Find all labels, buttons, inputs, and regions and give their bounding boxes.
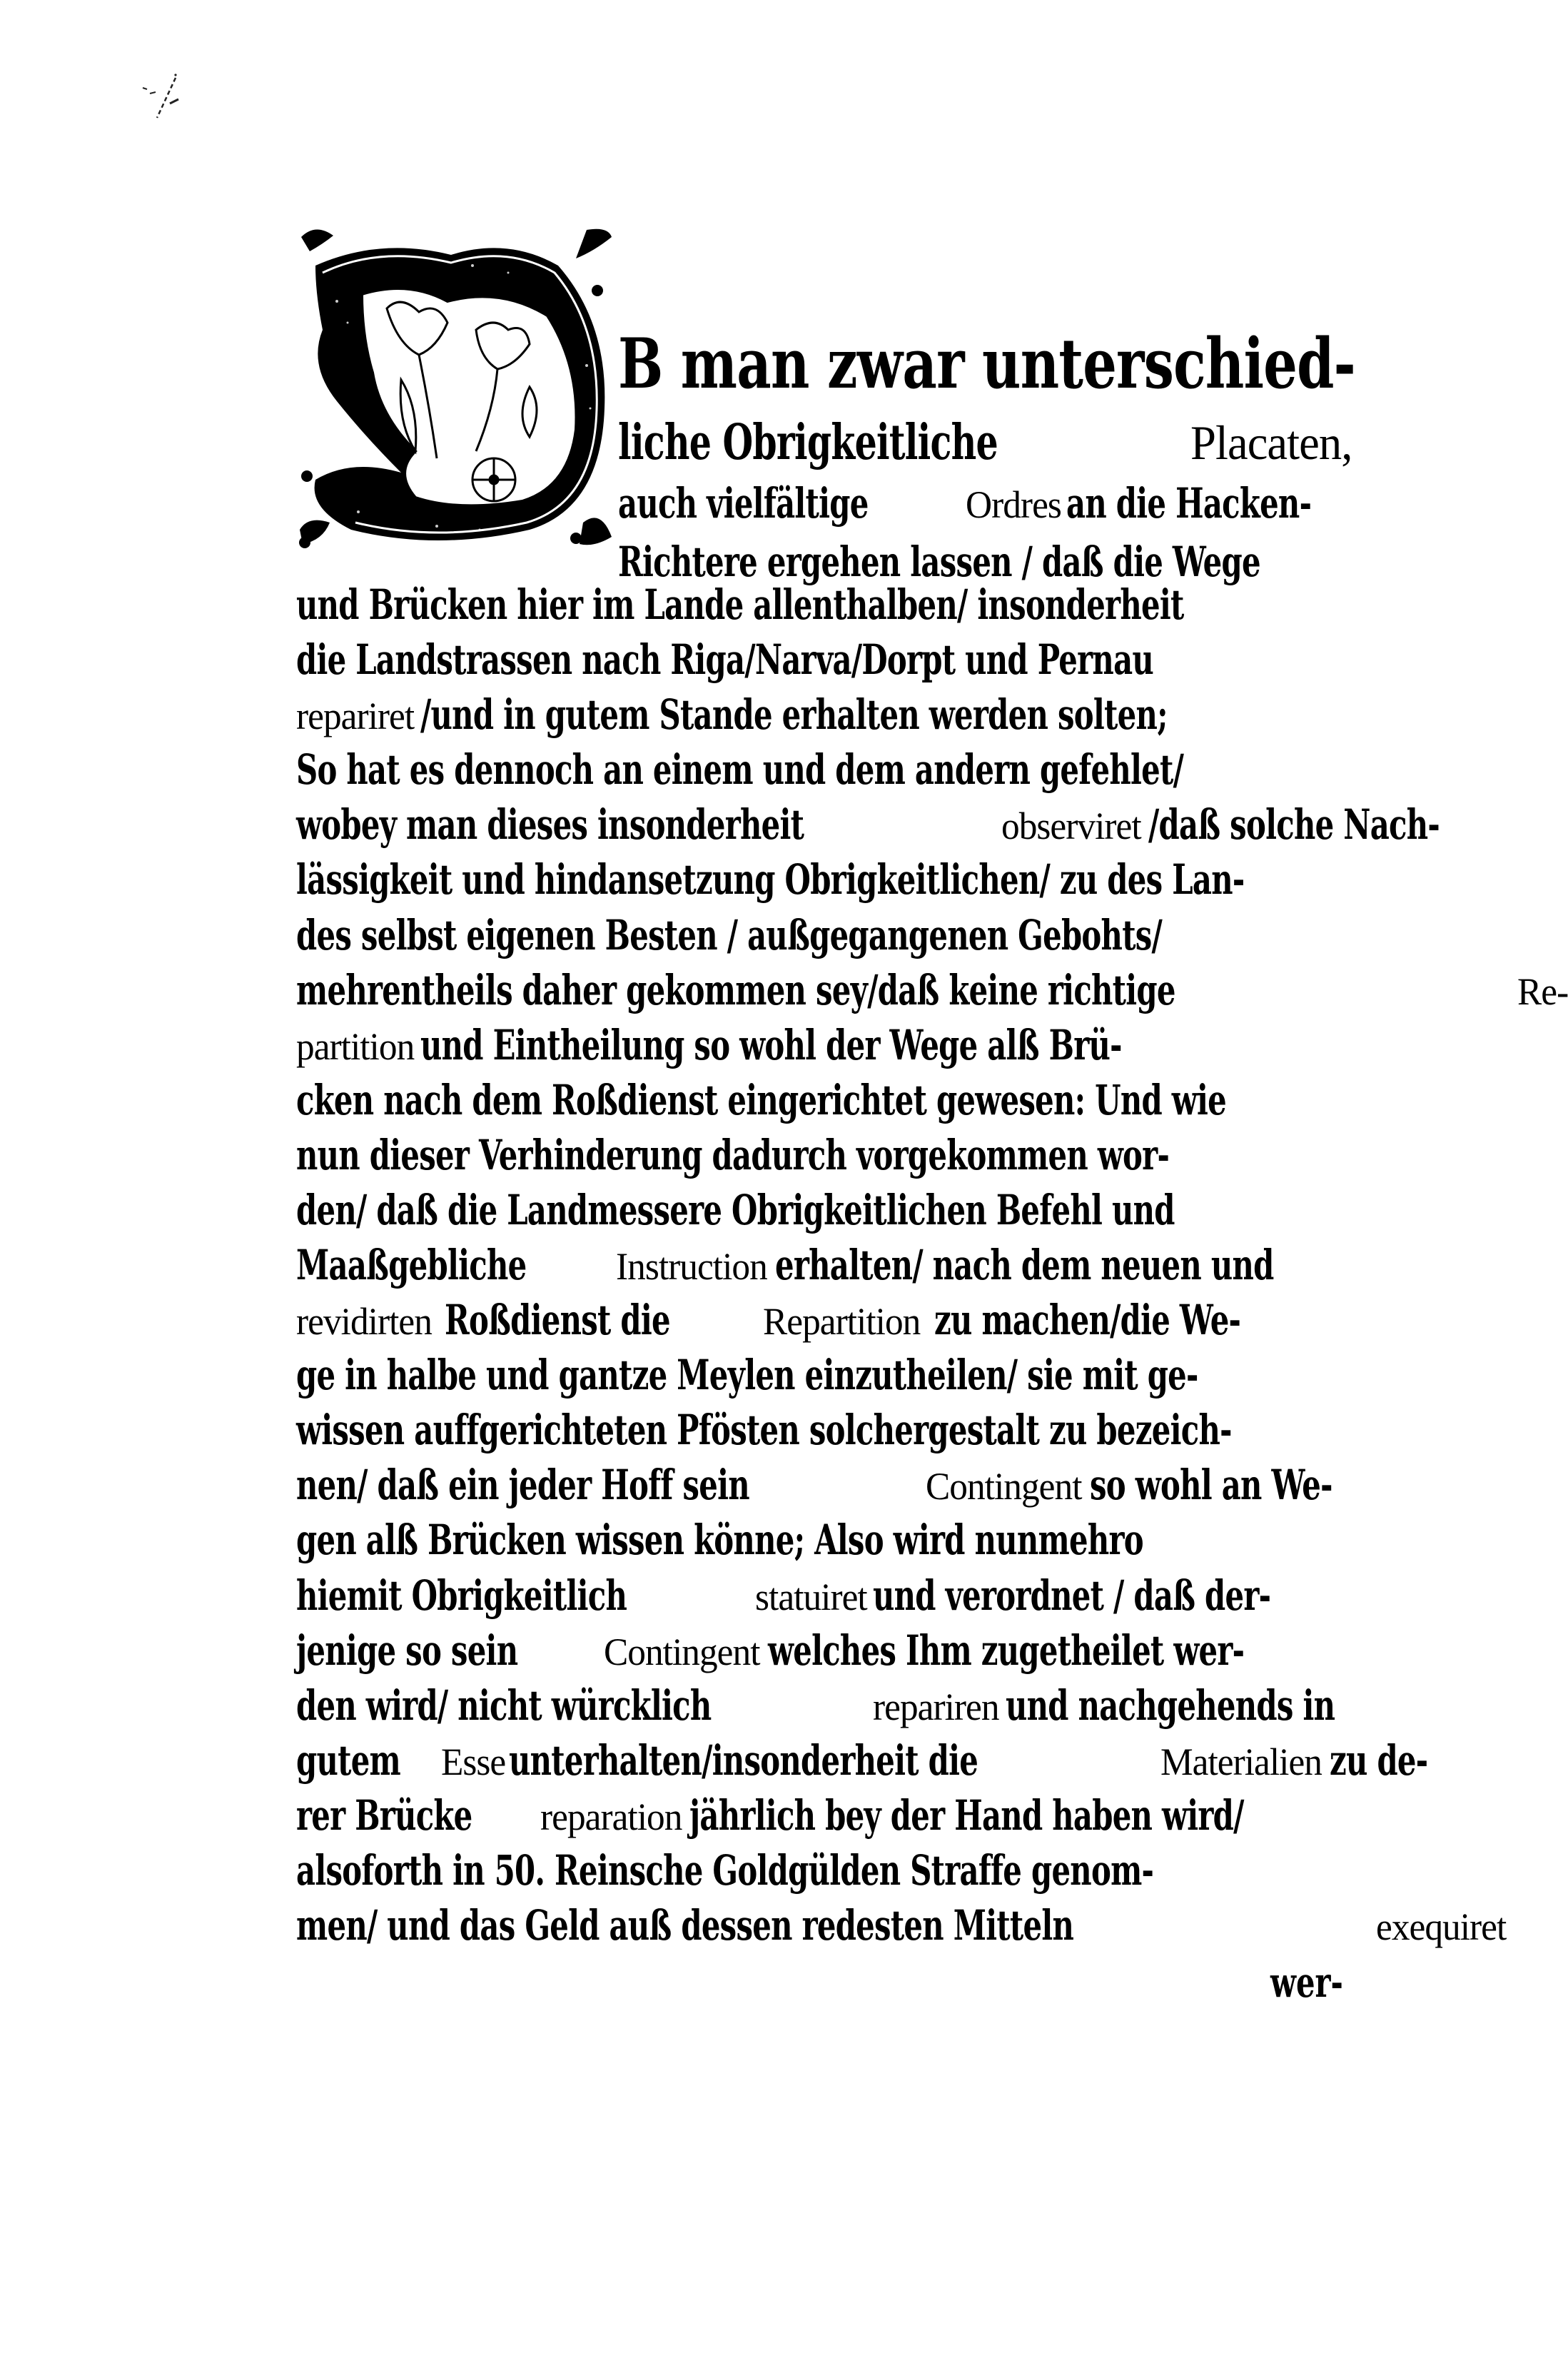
antiqua-text-segment: Instruction	[615, 1245, 767, 1288]
fraktur-text-segment: des selbst eigenen Besten / außgegangenen Gebohts/	[296, 911, 1163, 959]
antiqua-text-segment: revidirten	[296, 1300, 432, 1343]
fraktur-text-segment: B man zwar unterschied-	[618, 323, 1355, 404]
text-line	[618, 538, 1360, 586]
fraktur-text-segment: und Brücken hier im Lande allenthalben/ insonderheit	[296, 580, 1184, 629]
fraktur-text-segment: nen/ daß ein jeder Hoff sein	[296, 1461, 749, 1509]
fraktur-text-segment: liche Obrigkeitliche	[618, 414, 998, 471]
text-line	[618, 479, 1360, 528]
text-line	[296, 966, 1568, 1014]
fraktur-text-segment: ge in halbe und gantze Meylen einzutheilen/ sie mit ge-	[296, 1351, 1198, 1399]
text-line	[296, 1021, 1360, 1069]
text-line	[296, 745, 1360, 794]
fraktur-text-segment: gen alß Brücken wissen könne; Also wird nunmehro	[296, 1516, 1143, 1564]
fraktur-text-segment: nun dieser Verhinderung dadurch vorgekommen wor-	[296, 1131, 1170, 1179]
antiqua-text-segment: Repartition	[763, 1300, 921, 1343]
fraktur-text-segment: erhalten/ nach dem neuen und	[774, 1241, 1274, 1289]
fraktur-text-segment: /daß solche Nach-	[1148, 800, 1440, 849]
text-line	[296, 580, 1360, 629]
text-line	[296, 635, 1360, 684]
fraktur-text-segment: gutem	[296, 1736, 401, 1785]
text-line	[296, 1296, 1360, 1344]
fraktur-text-segment: und Eintheilung so wohl der Wege alß Brü-	[420, 1021, 1122, 1069]
ornamental-initial-d-icon	[294, 223, 612, 550]
text-line	[296, 1461, 1360, 1509]
text-line	[296, 1406, 1360, 1454]
fraktur-text-segment: cken nach dem Roßdienst eingerichtet gewesen: Und wie	[296, 1076, 1227, 1124]
text-line	[296, 1131, 1360, 1179]
fraktur-text-segment: jährlich bey der Hand haben wird/	[689, 1791, 1244, 1840]
text-line	[618, 414, 1360, 471]
fraktur-text-segment: Maaßgebliche	[296, 1241, 527, 1289]
antiqua-text-segment: Materialien	[1160, 1740, 1322, 1783]
text-line	[296, 1846, 1360, 1895]
text-line	[296, 911, 1360, 959]
text-line	[296, 1791, 1360, 1840]
antiqua-text-segment: repariret	[296, 695, 415, 737]
text-line	[296, 1241, 1360, 1289]
fraktur-text-segment: wissen auffgerichteten Pfösten solchergestalt zu bezeich-	[296, 1406, 1232, 1454]
fraktur-text-segment: hiemit Obrigkeitlich	[296, 1571, 627, 1620]
fraktur-text-segment: zu machen/die We-	[934, 1296, 1241, 1344]
pencil-annotation-mark	[128, 68, 193, 118]
fraktur-text-segment: den wird/ nicht würcklich	[296, 1681, 712, 1730]
fraktur-text-segment: alsoforth in 50. Reinsche Goldgülden Straffe genom-	[296, 1846, 1154, 1895]
text-line	[296, 1186, 1360, 1234]
antiqua-text-segment: Contingent	[604, 1631, 760, 1673]
antiqua-text-segment: Contingent	[925, 1465, 1082, 1508]
text-line	[296, 690, 1360, 739]
fraktur-text-segment: Richtere ergehen lassen / daß die Wege	[618, 538, 1260, 586]
fraktur-text-segment: den/ daß die Landmessere Obrigkeitlichen Befehl und	[296, 1186, 1175, 1234]
antiqua-text-segment: Ordres	[965, 483, 1061, 526]
fraktur-text-segment: an die Hacken-	[1066, 479, 1312, 528]
fraktur-text-segment: die Landstrassen nach Riga/Narva/Dorpt und Pernau	[296, 635, 1154, 684]
fraktur-text-segment: zu de-	[1330, 1736, 1428, 1785]
antiqua-text-segment: exequiret	[1375, 1905, 1506, 1948]
antiqua-text-segment: Esse	[440, 1740, 506, 1783]
fraktur-text-segment: und nachgehends in	[1005, 1681, 1335, 1730]
text-line	[296, 800, 1440, 849]
antiqua-text-segment: statuiret	[755, 1576, 867, 1618]
text-line	[296, 1681, 1360, 1730]
text-line	[618, 323, 1360, 404]
text-line	[296, 1901, 1506, 1950]
fraktur-text-segment: jenige so sein	[296, 1626, 518, 1675]
fraktur-text-segment: Roßdienst die	[444, 1296, 670, 1344]
fraktur-text-segment: mehrentheils daher gekommen sey/daß keine richtige	[296, 966, 1175, 1014]
fraktur-text-segment: und verordnet / daß der-	[873, 1571, 1271, 1620]
text-line	[296, 1736, 1428, 1785]
fraktur-text-segment: /und in gutem Stande erhalten werden solten;	[420, 690, 1168, 739]
fraktur-text-segment: lässigkeit und hindansetzung Obrigkeitlichen/ zu des Lan-	[296, 855, 1245, 904]
fraktur-text-segment: So hat es dennoch an einem und dem andern gefehlet/	[296, 745, 1184, 794]
fraktur-text-segment: welches Ihm zugetheilet wer-	[768, 1626, 1245, 1675]
text-line	[296, 1626, 1360, 1675]
text-line	[296, 1516, 1360, 1564]
antiqua-text-segment: reparation	[540, 1795, 682, 1838]
antiqua-text-segment: observiret	[1001, 805, 1141, 847]
catchword-text: wer-	[1270, 1958, 1343, 2007]
fraktur-text-segment: unterhalten/insonderheit die	[508, 1736, 978, 1785]
text-line	[296, 1351, 1360, 1399]
antiqua-text-segment: Placaten,	[1190, 415, 1352, 470]
text-line	[296, 1571, 1360, 1620]
fraktur-text-segment: so wohl an We-	[1089, 1461, 1332, 1509]
fraktur-text-segment: rer Brücke	[296, 1791, 472, 1840]
antiqua-text-segment: partition	[296, 1025, 415, 1068]
text-line	[296, 1076, 1360, 1124]
antiqua-text-segment: Re-	[1517, 970, 1568, 1013]
fraktur-text-segment: men/ und das Geld auß dessen redesten Mitteln	[296, 1901, 1074, 1950]
catchword	[1270, 1958, 1371, 2007]
fraktur-text-segment: wobey man dieses insonderheit	[296, 800, 804, 849]
fraktur-text-segment: auch vielfältige	[618, 479, 869, 528]
text-line	[296, 855, 1360, 904]
antiqua-text-segment: repariren	[872, 1686, 999, 1728]
